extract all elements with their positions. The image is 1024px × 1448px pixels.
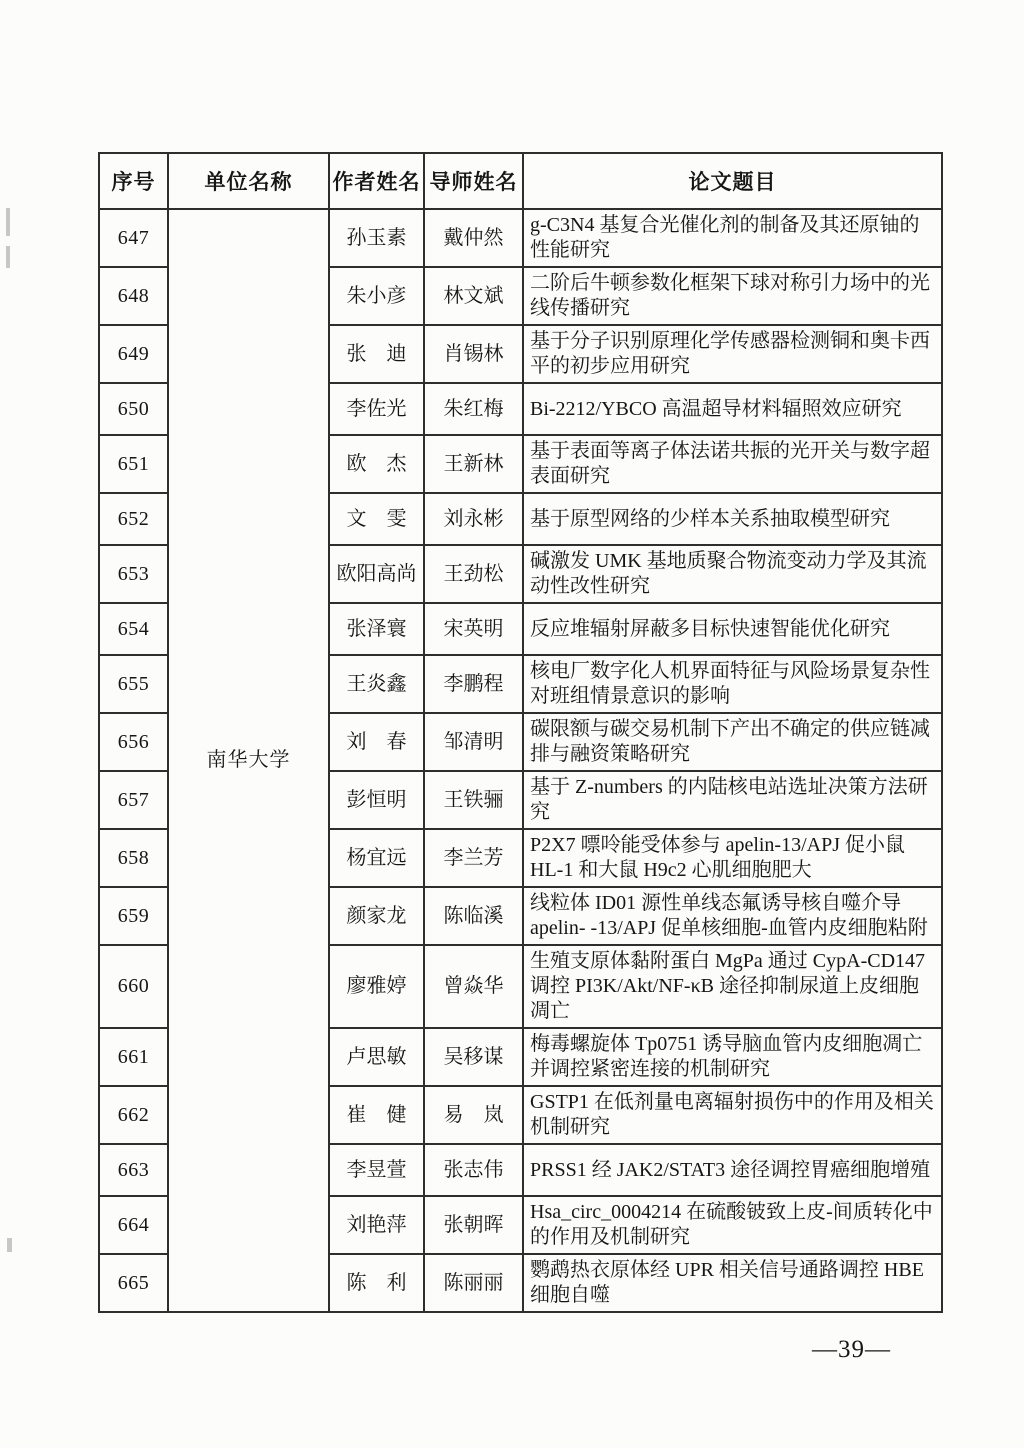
- serial-number-cell: 657: [99, 771, 168, 829]
- thesis-title-cell: P2X7 嘌呤能受体参与 apelin-13/APJ 促小鼠 HL-1 和大鼠 H9c2 心肌细胞肥大: [523, 829, 942, 887]
- table-row: [99, 209, 942, 267]
- thesis-title-cell: GSTP1 在低剂量电离辐射损伤中的作用及相关机制研究: [523, 1086, 942, 1144]
- scan-artifact: [6, 208, 10, 236]
- author-name-cell: 张泽寰: [329, 603, 424, 655]
- serial-number-cell: 660: [99, 945, 168, 1028]
- author-name-cell: 欧阳高尚: [329, 545, 424, 603]
- author-name-cell: 廖雅婷: [329, 945, 424, 1028]
- thesis-table-container: [98, 152, 941, 1313]
- author-name-cell: 彭恒明: [329, 771, 424, 829]
- author-name-cell: 欧 杰: [329, 435, 424, 493]
- author-name-cell: 李昱萱: [329, 1144, 424, 1196]
- serial-number-cell: 662: [99, 1086, 168, 1144]
- thesis-table: [98, 152, 943, 1313]
- thesis-title-cell: 基于表面等离子体法诺共振的光开关与数字超表面研究: [523, 435, 942, 493]
- author-name-cell: 孙玉素: [329, 209, 424, 267]
- thesis-title-cell: 线粒体 ID01 源性单线态氟诱导核自噬介导 apelin- -13/APJ 促单核细胞-血管内皮细胞粘附: [523, 887, 942, 945]
- advisor-name-cell: 王新林: [424, 435, 523, 493]
- author-name-cell: 刘艳萍: [329, 1196, 424, 1254]
- thesis-title-cell: 鹦鹉热衣原体经 UPR 相关信号通路调控 HBE 细胞自噬: [523, 1254, 942, 1312]
- author-name-cell: 卢思敏: [329, 1028, 424, 1086]
- thesis-title-cell: g-C3N4 基复合光催化剂的制备及其还原铀的性能研究: [523, 209, 942, 267]
- advisor-name-cell: 王劲松: [424, 545, 523, 603]
- advisor-name-cell: 易 岚: [424, 1086, 523, 1144]
- thesis-title-cell: Hsa_circ_0004214 在硫酸铍致上皮-间质转化中的作用及机制研究: [523, 1196, 942, 1254]
- thesis-title-cell: 基于 Z-numbers 的内陆核电站选址决策方法研究: [523, 771, 942, 829]
- advisor-name-cell: 李鹏程: [424, 655, 523, 713]
- thesis-title-cell: PRSS1 经 JAK2/STAT3 途径调控胃癌细胞增殖: [523, 1144, 942, 1196]
- advisor-name-cell: 宋英明: [424, 603, 523, 655]
- thesis-title-cell: 核电厂数字化人机界面特征与风险场景复杂性对班组情景意识的影响: [523, 655, 942, 713]
- thesis-title-cell: 二阶后牛顿参数化框架下球对称引力场中的光线传播研究: [523, 267, 942, 325]
- author-name-cell: 朱小彦: [329, 267, 424, 325]
- scan-artifact: [6, 246, 10, 268]
- advisor-name-cell: 张志伟: [424, 1144, 523, 1196]
- thesis-title-cell: 碳限额与碳交易机制下产出不确定的供应链减排与融资策略研究: [523, 713, 942, 771]
- advisor-name-cell: 陈临溪: [424, 887, 523, 945]
- serial-number-cell: 655: [99, 655, 168, 713]
- col-header-title: 论文题目: [523, 153, 942, 209]
- header-row: [99, 153, 942, 209]
- advisor-name-cell: 陈丽丽: [424, 1254, 523, 1312]
- col-header-university: 单位名称: [168, 153, 329, 209]
- advisor-name-cell: 曾焱华: [424, 945, 523, 1028]
- serial-number-cell: 651: [99, 435, 168, 493]
- serial-number-cell: 654: [99, 603, 168, 655]
- author-name-cell: 颜家龙: [329, 887, 424, 945]
- serial-number-cell: 650: [99, 383, 168, 435]
- university-name-cell: 南华大学: [168, 209, 329, 1312]
- serial-number-cell: 658: [99, 829, 168, 887]
- thesis-title-cell: 梅毒螺旋体 Tp0751 诱导脑血管内皮细胞凋亡并调控紧密连接的机制研究: [523, 1028, 942, 1086]
- author-name-cell: 李佐光: [329, 383, 424, 435]
- author-name-cell: 陈 利: [329, 1254, 424, 1312]
- author-name-cell: 崔 健: [329, 1086, 424, 1144]
- author-name-cell: 刘 春: [329, 713, 424, 771]
- thesis-title-cell: Bi-2212/YBCO 高温超导材料辐照效应研究: [523, 383, 942, 435]
- author-name-cell: 文 雯: [329, 493, 424, 545]
- serial-number-cell: 661: [99, 1028, 168, 1086]
- thesis-title-cell: 生殖支原体黏附蛋白 MgPa 通过 CypA-CD147 调控 PI3K/Akt/NF-κB 途径抑制尿道上皮细胞凋亡: [523, 945, 942, 1028]
- advisor-name-cell: 肖锡林: [424, 325, 523, 383]
- serial-number-cell: 656: [99, 713, 168, 771]
- advisor-name-cell: 朱红梅: [424, 383, 523, 435]
- serial-number-cell: 649: [99, 325, 168, 383]
- serial-number-cell: 647: [99, 209, 168, 267]
- author-name-cell: 杨宜远: [329, 829, 424, 887]
- advisor-name-cell: 林文斌: [424, 267, 523, 325]
- author-name-cell: 王炎鑫: [329, 655, 424, 713]
- thesis-title-cell: 碱激发 UMK 基地质聚合物流变动力学及其流动性改性研究: [523, 545, 942, 603]
- thesis-title-cell: 基于分子识别原理化学传感器检测铜和奥卡西平的初步应用研究: [523, 325, 942, 383]
- serial-number-cell: 665: [99, 1254, 168, 1312]
- serial-number-cell: 659: [99, 887, 168, 945]
- page-number: —39—: [812, 1336, 891, 1363]
- thesis-title-cell: 反应堆辐射屏蔽多目标快速智能优化研究: [523, 603, 942, 655]
- serial-number-cell: 653: [99, 545, 168, 603]
- serial-number-cell: 664: [99, 1196, 168, 1254]
- scan-artifact: [7, 1238, 12, 1252]
- advisor-name-cell: 邹清明: [424, 713, 523, 771]
- serial-number-cell: 663: [99, 1144, 168, 1196]
- advisor-name-cell: 李兰芳: [424, 829, 523, 887]
- col-header-serial: 序号: [99, 153, 168, 209]
- col-header-advisor: 导师姓名: [424, 153, 523, 209]
- col-header-author: 作者姓名: [329, 153, 424, 209]
- advisor-name-cell: 王铁骊: [424, 771, 523, 829]
- serial-number-cell: 652: [99, 493, 168, 545]
- advisor-name-cell: 张朝晖: [424, 1196, 523, 1254]
- thesis-title-cell: 基于原型网络的少样本关系抽取模型研究: [523, 493, 942, 545]
- advisor-name-cell: 吴移谋: [424, 1028, 523, 1086]
- advisor-name-cell: 戴仲然: [424, 209, 523, 267]
- author-name-cell: 张 迪: [329, 325, 424, 383]
- advisor-name-cell: 刘永彬: [424, 493, 523, 545]
- serial-number-cell: 648: [99, 267, 168, 325]
